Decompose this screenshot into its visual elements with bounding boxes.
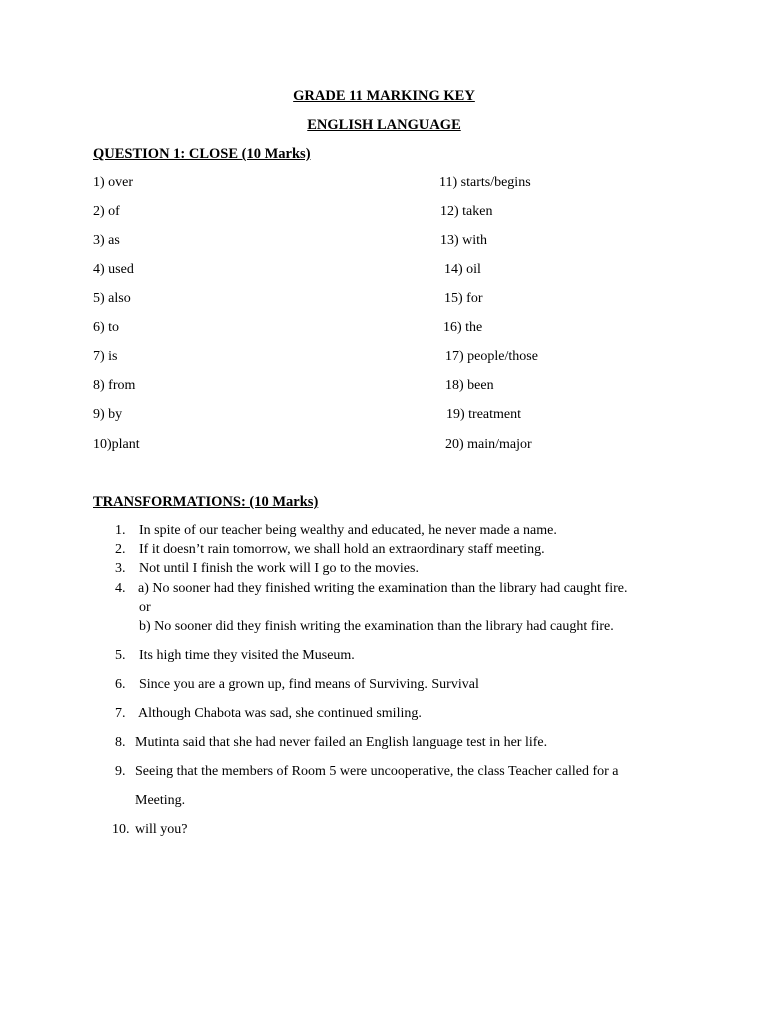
answer-left-10: 10)plant bbox=[93, 437, 140, 452]
answer-right-16: 16) the bbox=[443, 320, 483, 335]
answer-left-8: 8) from bbox=[93, 378, 136, 393]
document-title: GRADE 11 MARKING KEY bbox=[293, 88, 475, 104]
transformation-text: Seeing that the members of Room 5 were uncooperative, the class Teacher called for a bbox=[135, 764, 619, 779]
answer-left-1: 1) over bbox=[93, 175, 134, 190]
answer-left-4: 4) used bbox=[93, 262, 134, 277]
transformation-text: Meeting. bbox=[135, 793, 186, 808]
answer-right-13: 13) with bbox=[440, 233, 488, 248]
transformation-text: Its high time they visited the Museum. bbox=[139, 648, 355, 663]
transformation-text: b) No sooner did they finish writing the examination than the library had caught fire. bbox=[139, 619, 614, 634]
transformation-text: or bbox=[139, 600, 151, 615]
answer-left-5: 5) also bbox=[93, 291, 131, 306]
transformation-number: 3. bbox=[115, 561, 126, 576]
transformation-text: Since you are a grown up, find means of Surviving. Survival bbox=[139, 677, 479, 692]
transformation-number: 10. bbox=[112, 822, 130, 837]
answer-left-6: 6) to bbox=[93, 320, 120, 335]
answer-right-19: 19) treatment bbox=[446, 407, 522, 422]
answer-left-7: 7) is bbox=[93, 349, 118, 364]
transformation-number: 8. bbox=[115, 735, 126, 750]
answer-right-17: 17) people/those bbox=[445, 349, 538, 364]
answer-right-14: 14) oil bbox=[444, 262, 481, 277]
transformation-number: 1. bbox=[115, 523, 126, 538]
transformation-text: Not until I finish the work will I go to the movies. bbox=[139, 561, 419, 576]
answer-right-11: 11) starts/begins bbox=[439, 175, 531, 190]
question-1-heading: QUESTION 1: CLOSE (10 Marks) bbox=[93, 146, 311, 162]
transformation-text: will you? bbox=[135, 822, 188, 837]
transformation-text: a) No sooner had they finished writing the examination than the library had caught fire. bbox=[138, 581, 628, 596]
transformation-number: 4. bbox=[115, 581, 126, 596]
transformation-text: Although Chabota was sad, she continued smiling. bbox=[138, 706, 422, 721]
answer-right-12: 12) taken bbox=[440, 204, 493, 219]
answer-left-3: 3) as bbox=[93, 233, 120, 248]
transformations-heading: TRANSFORMATIONS: (10 Marks) bbox=[93, 494, 319, 510]
transformation-text: Mutinta said that she had never failed an English language test in her life. bbox=[135, 735, 548, 750]
transformation-number: 7. bbox=[115, 706, 126, 721]
answer-left-2: 2) of bbox=[93, 204, 120, 219]
transformation-number: 6. bbox=[115, 677, 126, 692]
answer-right-20: 20) main/major bbox=[445, 437, 532, 452]
transformation-number: 5. bbox=[115, 648, 126, 663]
transformation-text: In spite of our teacher being wealthy and educated, he never made a name. bbox=[139, 523, 557, 538]
transformation-text: If it doesn’t rain tomorrow, we shall hold an extraordinary staff meeting. bbox=[139, 542, 545, 557]
answer-left-9: 9) by bbox=[93, 407, 123, 422]
transformation-number: 9. bbox=[115, 764, 126, 779]
answer-right-18: 18) been bbox=[445, 378, 494, 393]
transformation-number: 2. bbox=[115, 542, 126, 557]
document-subtitle: ENGLISH LANGUAGE bbox=[307, 117, 461, 133]
answer-right-15: 15) for bbox=[444, 291, 483, 306]
